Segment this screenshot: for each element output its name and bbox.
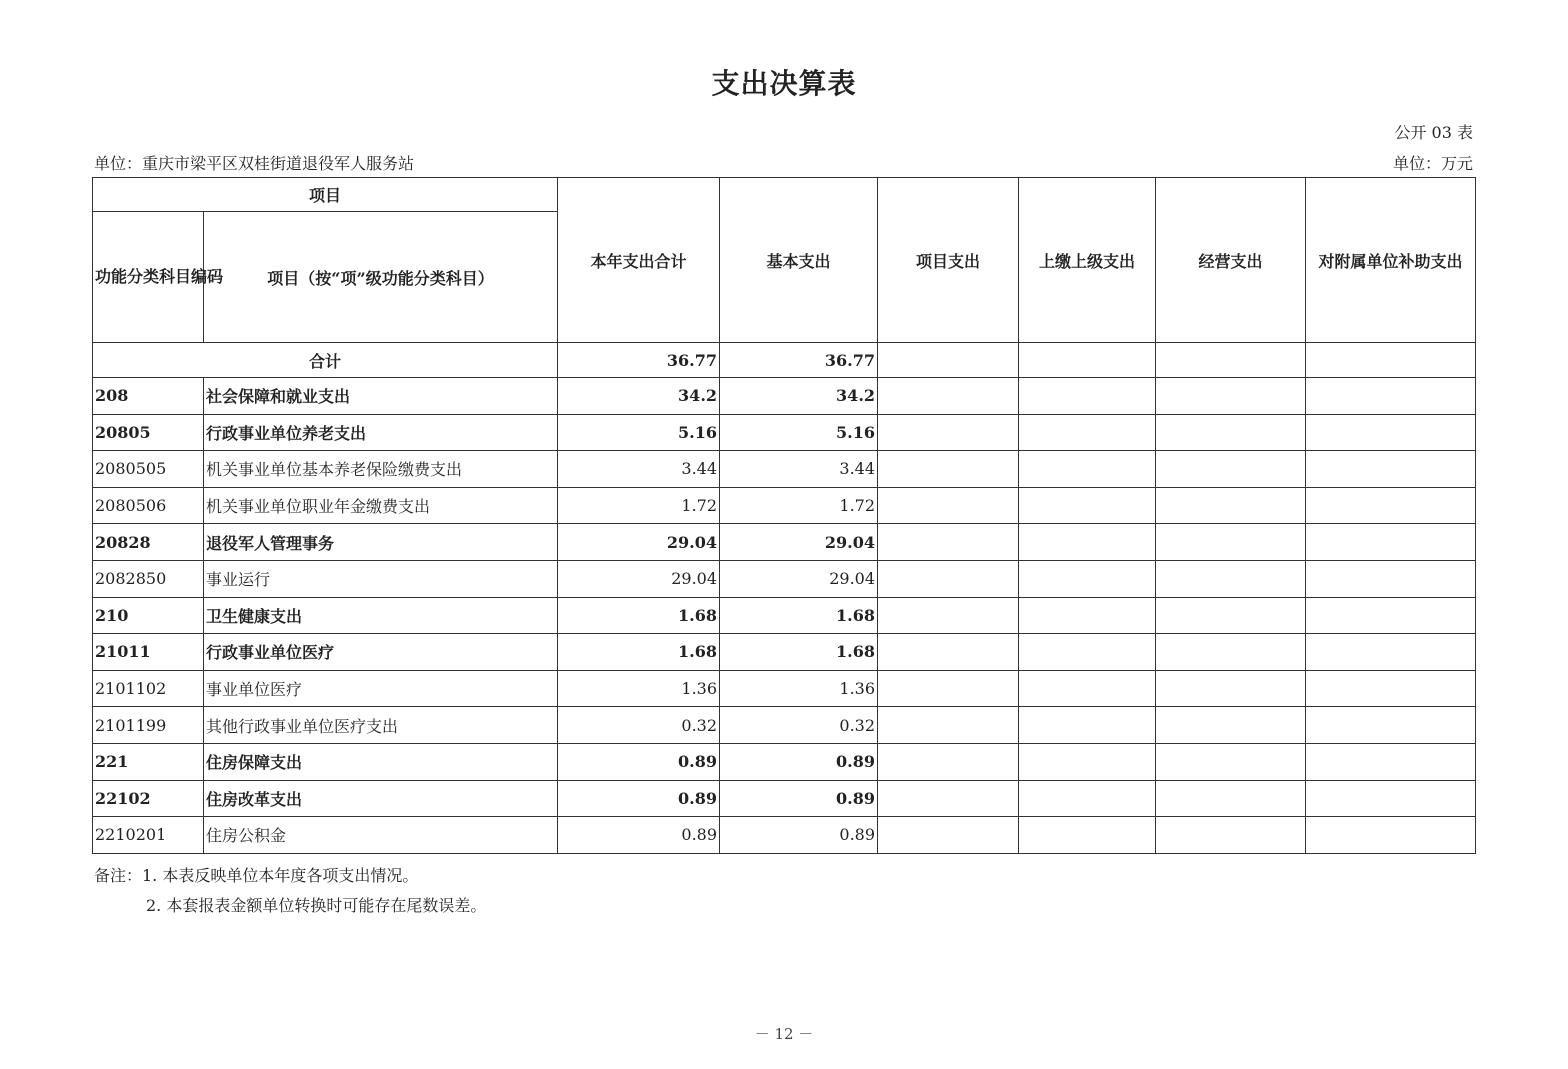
row-total: 3.44: [558, 451, 720, 488]
row-code: 20805: [93, 414, 204, 451]
row-name: 其他行政事业单位医疗支出: [204, 707, 558, 744]
row-project: [878, 817, 1019, 854]
row-upper: [1019, 670, 1156, 707]
row-basic: 1.36: [720, 670, 878, 707]
table-row: [93, 670, 1476, 707]
row-project: [878, 780, 1019, 817]
row-project: [878, 597, 1019, 634]
note-2: 2. 本套报表金额单位转换时可能存在尾数误差。: [146, 896, 487, 915]
row-business: [1156, 414, 1306, 451]
row-code: 20828: [93, 524, 204, 561]
row-code: 2080505: [93, 451, 204, 488]
page-number: － 12 －: [754, 1025, 814, 1043]
row-business: [1156, 780, 1306, 817]
header-project: 项目支出: [878, 178, 1019, 343]
row-name: 住房公积金: [204, 817, 558, 854]
row-project: [878, 524, 1019, 561]
row-subsidiary: [1306, 817, 1476, 854]
table-row: [93, 707, 1476, 744]
row-basic: 0.89: [720, 780, 878, 817]
row-subsidiary: [1306, 597, 1476, 634]
row-basic: 3.44: [720, 451, 878, 488]
row-total: 5.16: [558, 414, 720, 451]
row-upper: [1019, 780, 1156, 817]
table-row: [93, 780, 1476, 817]
row-code: 2210201: [93, 817, 204, 854]
row-subsidiary: [1306, 487, 1476, 524]
total-upper: [1019, 343, 1156, 378]
row-code: 21011: [93, 634, 204, 671]
row-name: 卫生健康支出: [204, 597, 558, 634]
row-basic: 5.16: [720, 414, 878, 451]
table-row: [93, 817, 1476, 854]
row-total: 1.68: [558, 597, 720, 634]
row-total: 1.68: [558, 634, 720, 671]
row-total: 1.72: [558, 487, 720, 524]
row-basic: 29.04: [720, 524, 878, 561]
row-upper: [1019, 451, 1156, 488]
row-subsidiary: [1306, 414, 1476, 451]
row-name: 住房保障支出: [204, 743, 558, 780]
row-name: 退役军人管理事务: [204, 524, 558, 561]
row-basic: 34.2: [720, 378, 878, 415]
table-row: [93, 378, 1476, 415]
row-business: [1156, 451, 1306, 488]
row-upper: [1019, 378, 1156, 415]
row-project: [878, 634, 1019, 671]
row-basic: 0.89: [720, 743, 878, 780]
total-subsidiary: [1306, 343, 1476, 378]
row-code: 2101102: [93, 670, 204, 707]
row-name: 行政事业单位医疗: [204, 634, 558, 671]
row-upper: [1019, 414, 1156, 451]
table-row: [93, 451, 1476, 488]
row-project: [878, 414, 1019, 451]
row-total: 0.89: [558, 817, 720, 854]
unit-organization: 单位：重庆市梁平区双桂街道退役军人服务站: [94, 154, 415, 173]
table-row: [93, 634, 1476, 671]
row-total: 1.36: [558, 670, 720, 707]
note-1: 备注：1. 本表反映单位本年度各项支出情况。: [94, 866, 419, 885]
row-project: [878, 487, 1019, 524]
page-title: 支出决算表: [711, 67, 857, 100]
row-subsidiary: [1306, 780, 1476, 817]
row-subsidiary: [1306, 524, 1476, 561]
row-business: [1156, 707, 1306, 744]
row-subsidiary: [1306, 560, 1476, 597]
row-total: 0.89: [558, 780, 720, 817]
total-project: [878, 343, 1019, 378]
table-row: [93, 524, 1476, 561]
row-name: 机关事业单位基本养老保险缴费支出: [204, 451, 558, 488]
total-basic: 36.77: [720, 343, 878, 378]
row-upper: [1019, 560, 1156, 597]
table-row: [93, 414, 1476, 451]
row-code: 208: [93, 378, 204, 415]
row-upper: [1019, 817, 1156, 854]
unit-currency: 单位：万元: [1392, 154, 1473, 173]
row-project: [878, 743, 1019, 780]
row-subsidiary: [1306, 451, 1476, 488]
row-code: 22102: [93, 780, 204, 817]
row-upper: [1019, 743, 1156, 780]
header-business: 经营支出: [1156, 178, 1306, 343]
row-name: 住房改革支出: [204, 780, 558, 817]
row-total: 34.2: [558, 378, 720, 415]
row-business: [1156, 378, 1306, 415]
row-basic: 1.72: [720, 487, 878, 524]
row-project: [878, 670, 1019, 707]
row-total: 0.32: [558, 707, 720, 744]
row-basic: 29.04: [720, 560, 878, 597]
row-code: 221: [93, 743, 204, 780]
table-row: [93, 597, 1476, 634]
row-subsidiary: [1306, 634, 1476, 671]
row-code: 2080506: [93, 487, 204, 524]
row-project: [878, 560, 1019, 597]
row-basic: 0.89: [720, 817, 878, 854]
row-project: [878, 451, 1019, 488]
row-code: 2082850: [93, 560, 204, 597]
row-subsidiary: [1306, 743, 1476, 780]
total-business: [1156, 343, 1306, 378]
notes: [94, 861, 486, 921]
row-subsidiary: [1306, 378, 1476, 415]
row-name: 事业运行: [204, 560, 558, 597]
table-row: [93, 487, 1476, 524]
row-upper: [1019, 597, 1156, 634]
header-upper: 上缴上级支出: [1019, 178, 1156, 343]
row-code: 2101199: [93, 707, 204, 744]
row-business: [1156, 597, 1306, 634]
row-project: [878, 707, 1019, 744]
row-business: [1156, 560, 1306, 597]
row-business: [1156, 670, 1306, 707]
row-business: [1156, 487, 1306, 524]
table-row: [93, 560, 1476, 597]
header-name: 项目（按“项”级功能分类科目）: [204, 212, 558, 343]
row-upper: [1019, 707, 1156, 744]
row-business: [1156, 524, 1306, 561]
header-basic: 基本支出: [720, 178, 878, 343]
row-basic: 0.32: [720, 707, 878, 744]
row-name: 行政事业单位养老支出: [204, 414, 558, 451]
row-total: 29.04: [558, 524, 720, 561]
row-basic: 1.68: [720, 634, 878, 671]
row-business: [1156, 817, 1306, 854]
row-business: [1156, 634, 1306, 671]
row-total: 0.89: [558, 743, 720, 780]
header-item-group: 项目: [93, 178, 558, 212]
row-upper: [1019, 634, 1156, 671]
row-name: 事业单位医疗: [204, 670, 558, 707]
total-row: [93, 343, 1476, 378]
row-business: [1156, 743, 1306, 780]
row-name: 社会保障和就业支出: [204, 378, 558, 415]
total-amount: 36.77: [558, 343, 720, 378]
header-total: 本年支出合计: [558, 178, 720, 343]
row-total: 29.04: [558, 560, 720, 597]
row-upper: [1019, 487, 1156, 524]
table-row: [93, 743, 1476, 780]
row-subsidiary: [1306, 707, 1476, 744]
header-code: 功能分类科目编码: [93, 212, 204, 343]
row-name: 机关事业单位职业年金缴费支出: [204, 487, 558, 524]
form-code: 公开 03 表: [1394, 123, 1473, 142]
row-basic: 1.68: [720, 597, 878, 634]
row-project: [878, 378, 1019, 415]
row-subsidiary: [1306, 670, 1476, 707]
expenditure-table: [92, 177, 1476, 854]
row-upper: [1019, 524, 1156, 561]
total-label: 合计: [93, 343, 558, 378]
header-subsidiary: 对附属单位补助支出: [1306, 178, 1476, 343]
row-code: 210: [93, 597, 204, 634]
